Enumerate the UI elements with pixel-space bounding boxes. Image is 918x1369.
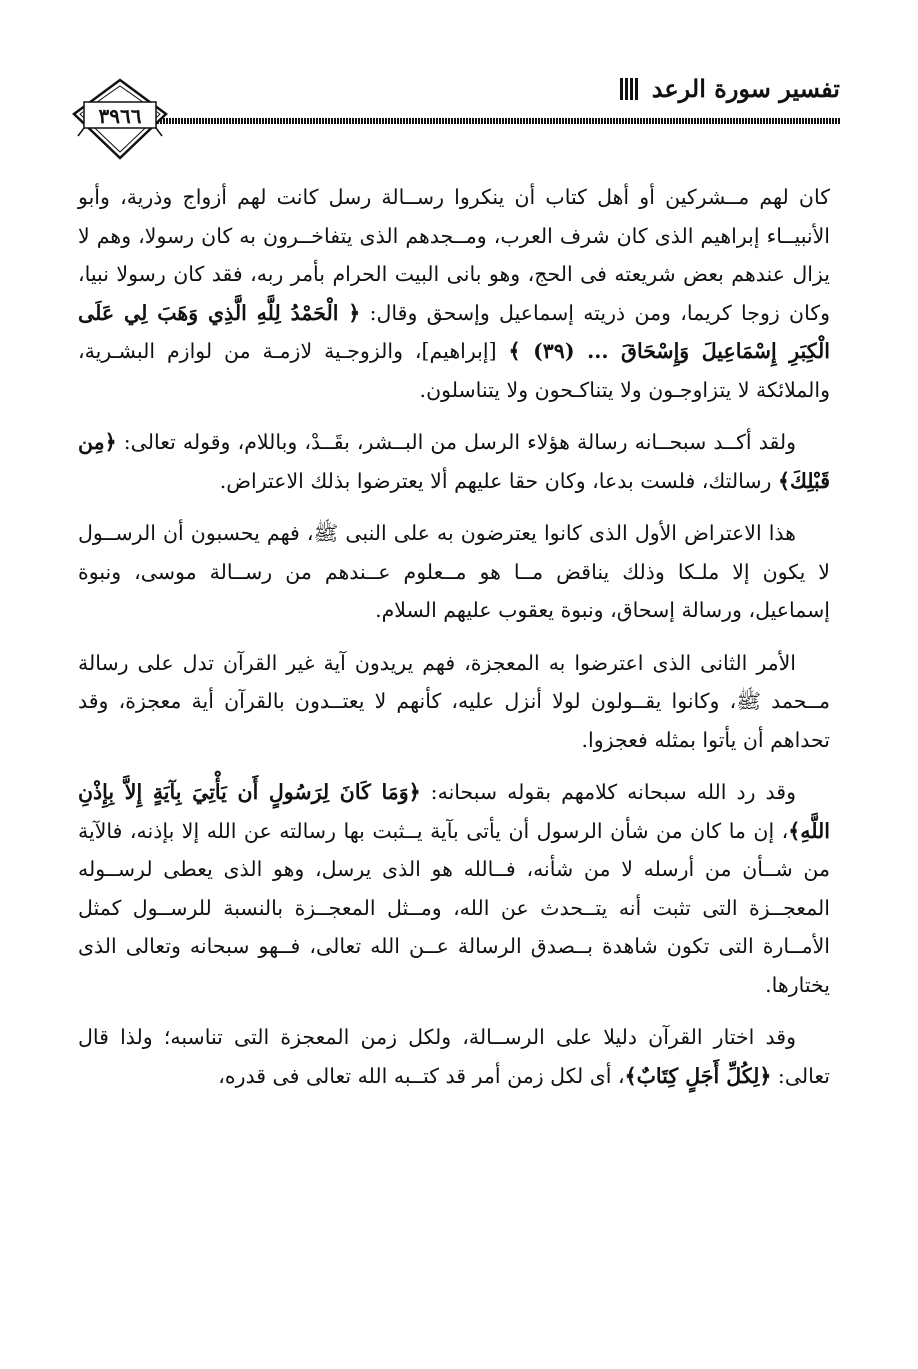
page-number: ٣٩٦٦: [98, 104, 142, 128]
header-rule: [130, 118, 840, 124]
text-segment: وقد رد الله سبحانه كلامهم بقوله سبحانه:: [420, 780, 796, 804]
page-number-badge: [70, 78, 170, 160]
text-segment: الأمر الثانى الذى اعترضوا به المعجزة، فهم يريدون آية غير القرآن تدل على رسالة مــحمد ﷺ، وكانوا يقــولون لولا أنزل عليه، كأنهم لا يعتــدون بالقرآن أية معجزة، وقد تحداهم أن يأتوا بمثله فعجزوا.: [78, 650, 830, 752]
paragraph: [78, 178, 830, 409]
paragraph: [78, 1018, 830, 1095]
ornament-icon: [620, 78, 638, 100]
paragraph: [78, 423, 830, 500]
text-segment: ولقد أكــد سبحــانه رسالة هؤلاء الرسل من البــشر، بقَــدْ، وباللام، وقوله تعالى:: [116, 430, 796, 454]
quran-verse: ﴿مِن قَبْلِكَ﴾: [78, 430, 830, 493]
body-text: [78, 178, 830, 1109]
quran-verse: ﴿وَمَا كَانَ لِرَسُولٍ أَن يَأْتِيَ بِآيَةٍ إِلاَّ بِإِذْنِ اللَّهِ﴾: [78, 780, 830, 843]
text-segment: هذا الاعتراض الأول الذى كانوا يعترضون به على النبى ﷺ، فهم يحسبون أن الرســول لا يكون إلا ملـكا وذلك يناقض مــا هو مــعلوم عــندهم من رســالة موسى، ونبوة إسماعيل، ورسالة إسحاق، ونبوة يعقوب عليهم السلام.: [78, 521, 830, 622]
quran-verse: ﴿لِكُلِّ أَجَلٍ كِتَابٌ﴾: [624, 1063, 772, 1088]
quran-verse: ﴿ الْحَمْدُ لِلَّهِ الَّذِي وَهَبَ لِي عَلَى الْكِبَرِ إِسْمَاعِيلَ وَإِسْحَاقَ ... (٣٩) ﴾: [78, 300, 830, 363]
text-segment: رسالتك، فلست بدعا، وكان حقا عليهم ألا يعترضوا بذلك الاعتراض.: [219, 468, 778, 493]
running-title-text: تفسير سورة الرعد: [651, 74, 840, 103]
text-segment: ، أى لكل زمن أمر قد كتــبه الله تعالى فى قدره،: [218, 1063, 625, 1088]
text-segment: ، إن ما كان من شأن الرسول أن يأتى بآية يــثبت بها رسالته عن الله إلا بإذنه، فالآية من شــأن من أرسله لا من شأنه، فــالله هو الذى يرسل، وهو الذى يعطى لرســوله المعجــزة التى تثبت أنه يتــحدث عن الله، ومــثل المعجــزة بالنسبة للرســول كمثل الأمــارة التى تكون شاهدة بــصدق الرسالة عــن الله تعالى، فــهو سبحانه وتعالى الذى يختارها.: [78, 818, 830, 997]
page-header: [70, 60, 840, 160]
running-title: [620, 74, 840, 103]
text-segment: كان لهم مــشركين أو أهل كتاب أن ينكروا رســالة رسل كانت لهم أزواج وذرية، وأبو الأنبيــاء إبراهيم الذى كان شرف العرب، ومــجدهم الذى يتفاخــرون به كان رسولا، وهم لا يزال عندهم بعض شريعته فى الحج، وهو بانى البيت الحرام بأمر ربه، فقد كان رسولا نبيا، وكان زوجا كريما، ومن ذريته إسماعيل وإسحق وقال:: [78, 185, 830, 325]
text-segment: وقد اختار القرآن دليلا على الرســالة، ولكل زمن المعجزة التى تناسبه؛ ولذا قال تعالى:: [78, 1025, 830, 1088]
paragraph: [78, 514, 830, 630]
text-segment: [إبراهيم]، والزوجـية لازمـة من لوازم البشـرية، والملائكة لا يتزاوجـون ولا يتناكـحون ولا يتناسلون.: [78, 339, 830, 402]
paragraph: [78, 773, 830, 1004]
paragraph: [78, 644, 830, 760]
